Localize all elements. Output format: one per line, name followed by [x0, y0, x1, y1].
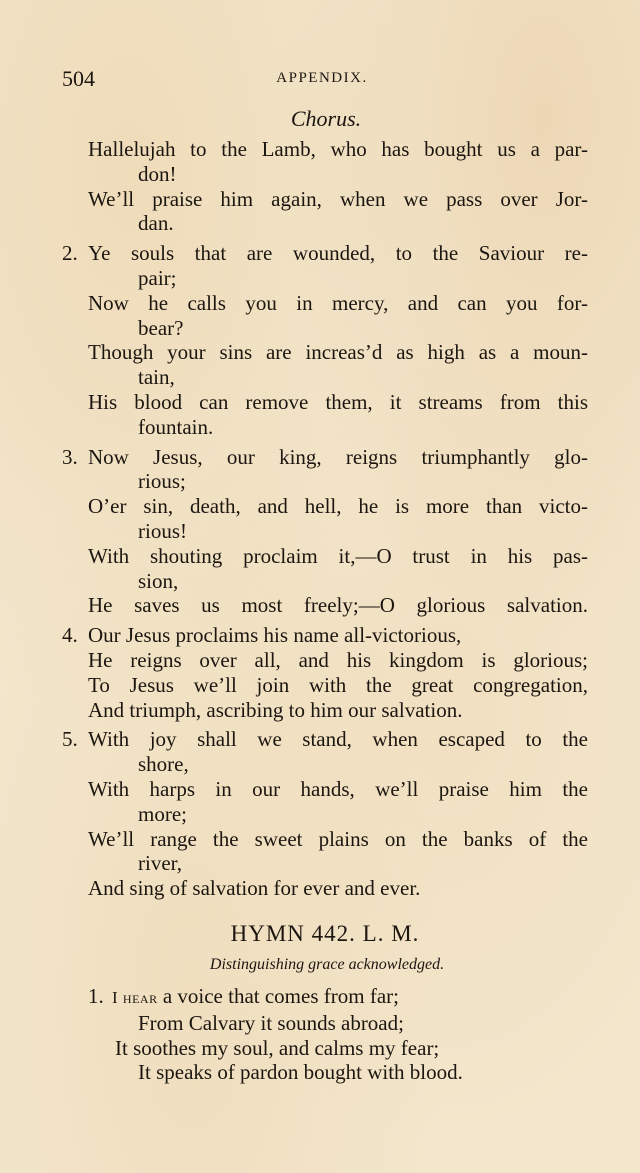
chorus-line: We’ll praise him again, when we pass over Jor- — [88, 186, 588, 211]
verse-line: fountain. — [138, 414, 214, 439]
verse-line: To Jesus we’ll join with the great congregation, — [88, 672, 588, 697]
chorus-line: don! — [138, 161, 177, 186]
hymn-line: From Calvary it sounds abroad; — [138, 1010, 404, 1035]
hymn-text — [62, 137, 588, 901]
hymn-442-text — [88, 984, 548, 1085]
chorus-heading: Chorus. — [290, 106, 362, 131]
verse-number: 3. — [62, 444, 78, 469]
verse-text: Our Jesus proclaims his name all-victorious, — [88, 623, 462, 648]
hymn-line: It speaks of pardon bought with blood. — [138, 1060, 463, 1085]
verse-number: 4. — [62, 623, 78, 648]
verse-line — [62, 623, 588, 648]
verse-line: With harps in our hands, we’ll praise him the — [88, 776, 588, 801]
verse-line: rious! — [138, 518, 187, 543]
chorus-line: Hallelujah to the Lamb, who has bought us a par- — [88, 137, 588, 161]
running-head: APPENDIX. — [276, 70, 368, 86]
verse-number: 5. — [62, 727, 78, 752]
verse-line: bear? — [138, 315, 184, 340]
page-header — [62, 66, 582, 96]
page-number: 504 — [62, 66, 95, 91]
verse-text: With joy shall we stand, when escaped to the — [88, 727, 588, 752]
verse-line — [62, 727, 588, 752]
hymn-subtitle: Distinguishing grace acknowledged. — [209, 956, 445, 973]
verse-line: And triumph, ascribing to him our salvation. — [88, 697, 463, 722]
first-word: I hear — [112, 988, 158, 1007]
verse-number: 2. — [62, 241, 78, 266]
hymn-line-text: a voice that comes from far; — [157, 984, 399, 1008]
hymn-title: HYMN 442. L. M. — [230, 921, 420, 946]
chorus-line: dan. — [138, 211, 174, 236]
verse-line — [62, 445, 588, 470]
verse-line: O’er sin, death, and hell, he is more than victo- — [88, 494, 588, 519]
verse-line: rious; — [138, 469, 186, 494]
verse-line: His blood can remove them, it streams from this — [88, 389, 588, 414]
verse-line: river, — [138, 851, 183, 876]
verse-line: shore, — [138, 752, 189, 777]
verse-number: 1. — [88, 984, 104, 1008]
verse-line: tain, — [138, 365, 175, 390]
verse-line: With shouting proclaim it,—O trust in his pas- — [88, 543, 588, 568]
verse-line: And sing of salvation for ever and ever. — [88, 876, 421, 901]
verse-line: more; — [138, 801, 187, 826]
hymn-line — [88, 984, 548, 1011]
verse-line: pair; — [138, 265, 177, 290]
verse-text: Ye souls that are wounded, to the Saviour re- — [88, 241, 588, 266]
verse-line: He saves us most freely;—O glorious salvation. — [88, 593, 588, 618]
verse-line: We’ll range the sweet plains on the banks of the — [88, 826, 588, 851]
hymn-line: It soothes my soul, and calms my fear; — [115, 1035, 440, 1060]
verse-line — [62, 241, 588, 266]
verse-text: Now Jesus, our king, reigns triumphantly glo- — [88, 444, 588, 469]
verse-line: sion, — [138, 568, 179, 593]
verse-line: Now he calls you in mercy, and can you for- — [88, 290, 588, 315]
verse-line: Though your sins are increas’d as high as a moun- — [88, 340, 588, 365]
verse-line: He reigns over all, and his kingdom is glorious; — [88, 647, 588, 672]
